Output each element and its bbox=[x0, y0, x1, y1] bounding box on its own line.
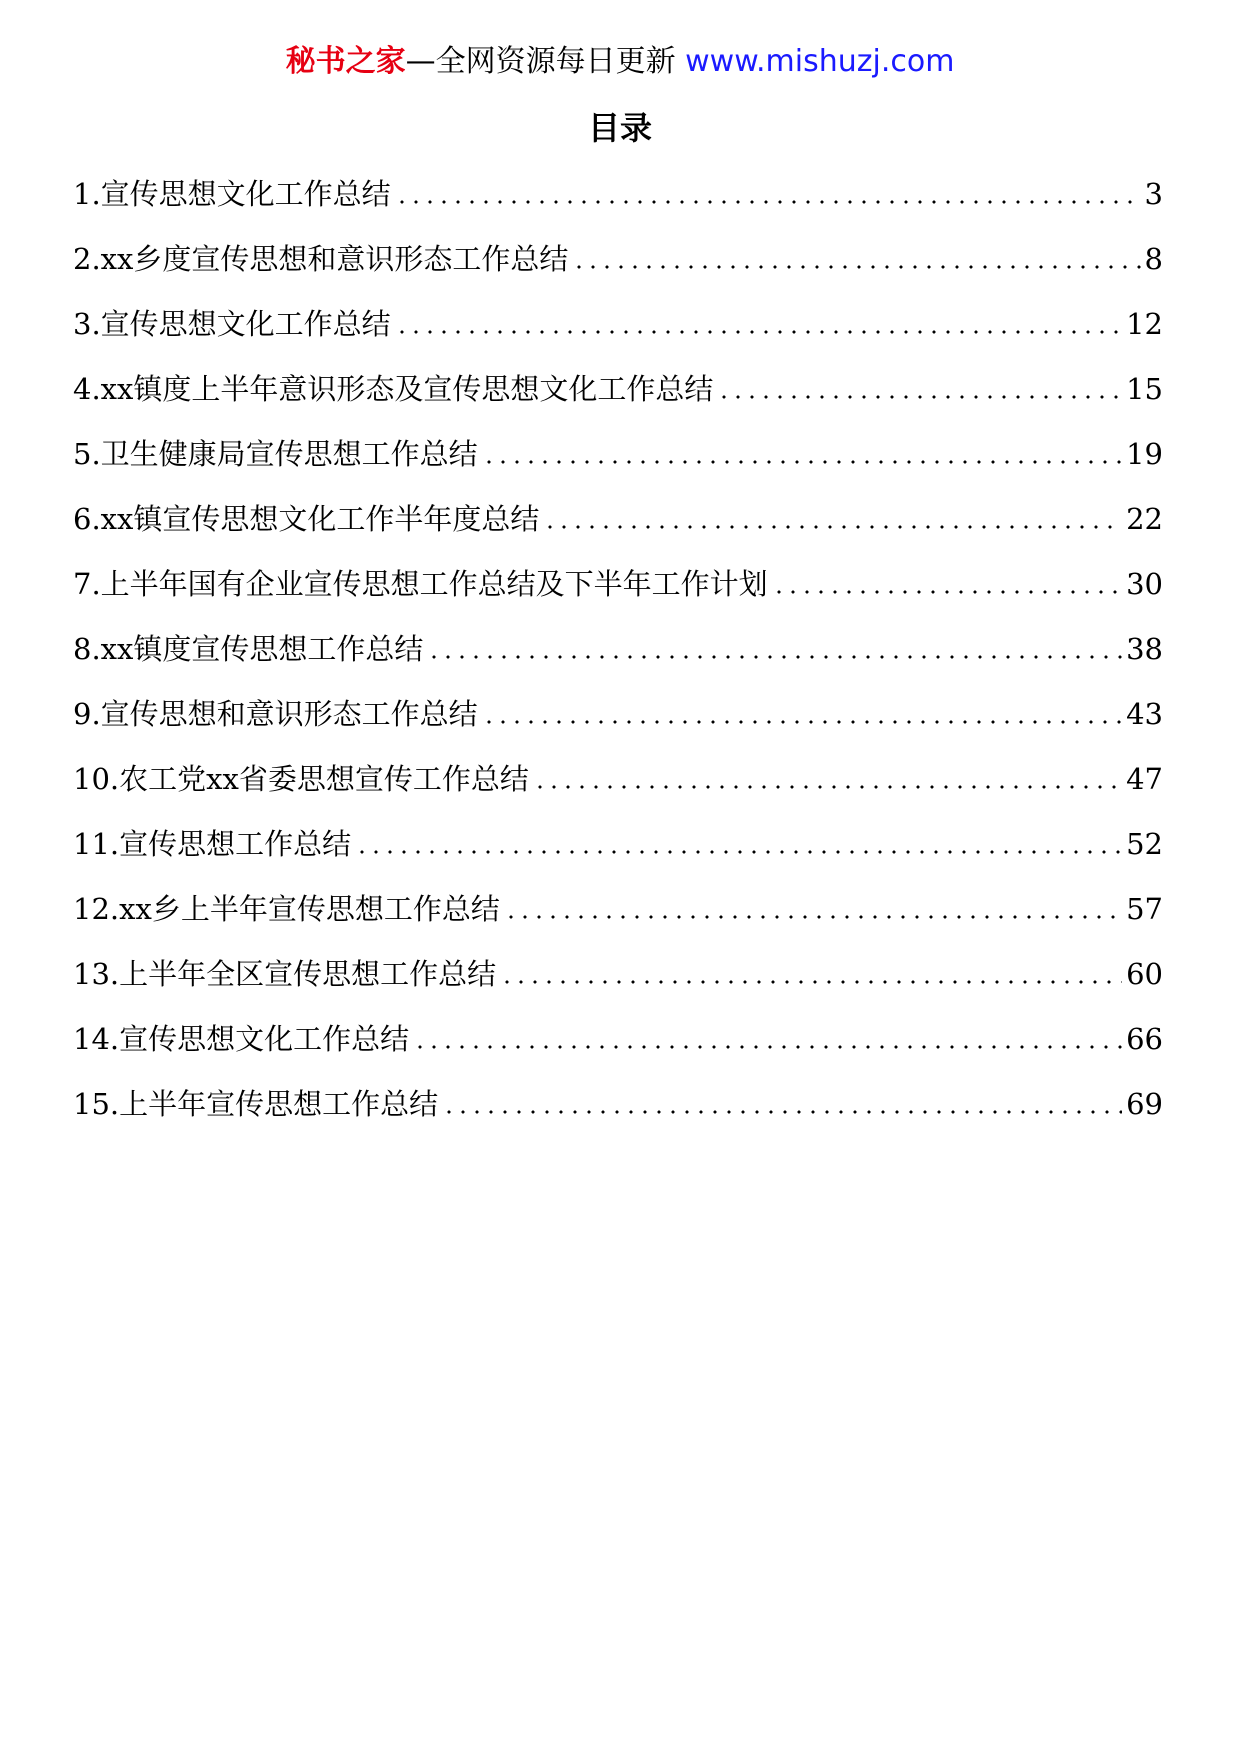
toc-entry-title: 12.xx乡上半年宣传思想工作总结 bbox=[73, 892, 500, 926]
dot-leader bbox=[543, 497, 1122, 562]
toc-entry-page-number: 30 bbox=[1126, 567, 1163, 601]
dot-leader bbox=[413, 1017, 1122, 1082]
toc-entry[interactable] bbox=[73, 367, 1163, 432]
toc-entry[interactable] bbox=[73, 432, 1163, 497]
toc-entry-title: 7.上半年国有企业宣传思想工作总结及下半年工作计划 bbox=[73, 567, 768, 601]
toc-entry[interactable] bbox=[73, 237, 1163, 302]
toc-entry-page-number: 22 bbox=[1126, 502, 1163, 536]
website-link[interactable]: www.mishuzj.com bbox=[685, 44, 955, 79]
toc-entry[interactable] bbox=[73, 627, 1163, 692]
dot-leader bbox=[500, 952, 1122, 1017]
toc-entry[interactable] bbox=[73, 822, 1163, 887]
toc-entry[interactable] bbox=[73, 952, 1163, 1017]
toc-entry-page-number: 38 bbox=[1126, 632, 1163, 666]
dot-leader bbox=[482, 692, 1122, 757]
table-of-contents bbox=[73, 172, 1163, 1147]
toc-entry[interactable] bbox=[73, 302, 1163, 367]
toc-entry-title: 5.卫生健康局宣传思想工作总结 bbox=[73, 437, 478, 471]
brand-name: 秘书之家 bbox=[285, 44, 406, 79]
document-title: 目录 bbox=[587, 109, 652, 147]
toc-entry-page-number: 47 bbox=[1126, 762, 1163, 796]
toc-entry-title: 14.宣传思想文化工作总结 bbox=[73, 1022, 410, 1056]
dot-leader bbox=[504, 887, 1122, 952]
toc-entry[interactable] bbox=[73, 692, 1163, 757]
toc-entry[interactable] bbox=[73, 562, 1163, 627]
toc-entry[interactable] bbox=[73, 757, 1163, 822]
dot-leader bbox=[717, 367, 1122, 432]
toc-entry[interactable] bbox=[73, 497, 1163, 562]
toc-entry-title: 9.宣传思想和意识形态工作总结 bbox=[73, 697, 478, 731]
toc-entry-title: 8.xx镇度宣传思想工作总结 bbox=[73, 632, 424, 666]
toc-entry[interactable] bbox=[73, 887, 1163, 952]
toc-entry-title: 1.宣传思想文化工作总结 bbox=[73, 177, 391, 211]
dot-leader bbox=[482, 432, 1122, 497]
dot-leader bbox=[442, 1082, 1122, 1147]
toc-entry-page-number: 19 bbox=[1126, 437, 1163, 471]
toc-entry[interactable] bbox=[73, 1082, 1163, 1147]
dot-leader bbox=[427, 627, 1122, 692]
toc-entry-title: 3.宣传思想文化工作总结 bbox=[73, 307, 391, 341]
toc-entry-page-number: 3 bbox=[1144, 177, 1163, 211]
toc-entry-page-number: 15 bbox=[1126, 372, 1163, 406]
toc-entry-title: 11.宣传思想工作总结 bbox=[73, 827, 352, 861]
header-tagline: —全网资源每日更新 bbox=[405, 44, 686, 79]
toc-entry-page-number: 12 bbox=[1126, 307, 1163, 341]
toc-entry-page-number: 52 bbox=[1126, 827, 1163, 861]
toc-entry-title: 13.上半年全区宣传思想工作总结 bbox=[73, 957, 497, 991]
toc-entry-page-number: 43 bbox=[1126, 697, 1163, 731]
dot-leader bbox=[533, 757, 1122, 822]
toc-entry-page-number: 66 bbox=[1126, 1022, 1163, 1056]
toc-entry-title: 6.xx镇宣传思想文化工作半年度总结 bbox=[73, 502, 540, 536]
toc-entry[interactable] bbox=[73, 172, 1163, 237]
dot-leader bbox=[355, 822, 1122, 887]
toc-entry-page-number: 60 bbox=[1126, 957, 1163, 991]
dot-leader bbox=[572, 237, 1140, 302]
toc-entry-page-number: 69 bbox=[1126, 1087, 1163, 1121]
dot-leader bbox=[395, 302, 1122, 367]
dot-leader bbox=[395, 172, 1141, 237]
page-header bbox=[0, 42, 1240, 82]
toc-entry-page-number: 57 bbox=[1126, 892, 1163, 926]
toc-entry-title: 15.上半年宣传思想工作总结 bbox=[73, 1087, 439, 1121]
toc-entry-title: 4.xx镇度上半年意识形态及宣传思想文化工作总结 bbox=[73, 372, 714, 406]
dot-leader bbox=[772, 562, 1122, 627]
toc-entry-page-number: 8 bbox=[1144, 242, 1163, 276]
toc-entry-title: 10.农工党xx省委思想宣传工作总结 bbox=[73, 762, 529, 796]
toc-entry[interactable] bbox=[73, 1017, 1163, 1082]
toc-entry-title: 2.xx乡度宣传思想和意识形态工作总结 bbox=[73, 242, 569, 276]
